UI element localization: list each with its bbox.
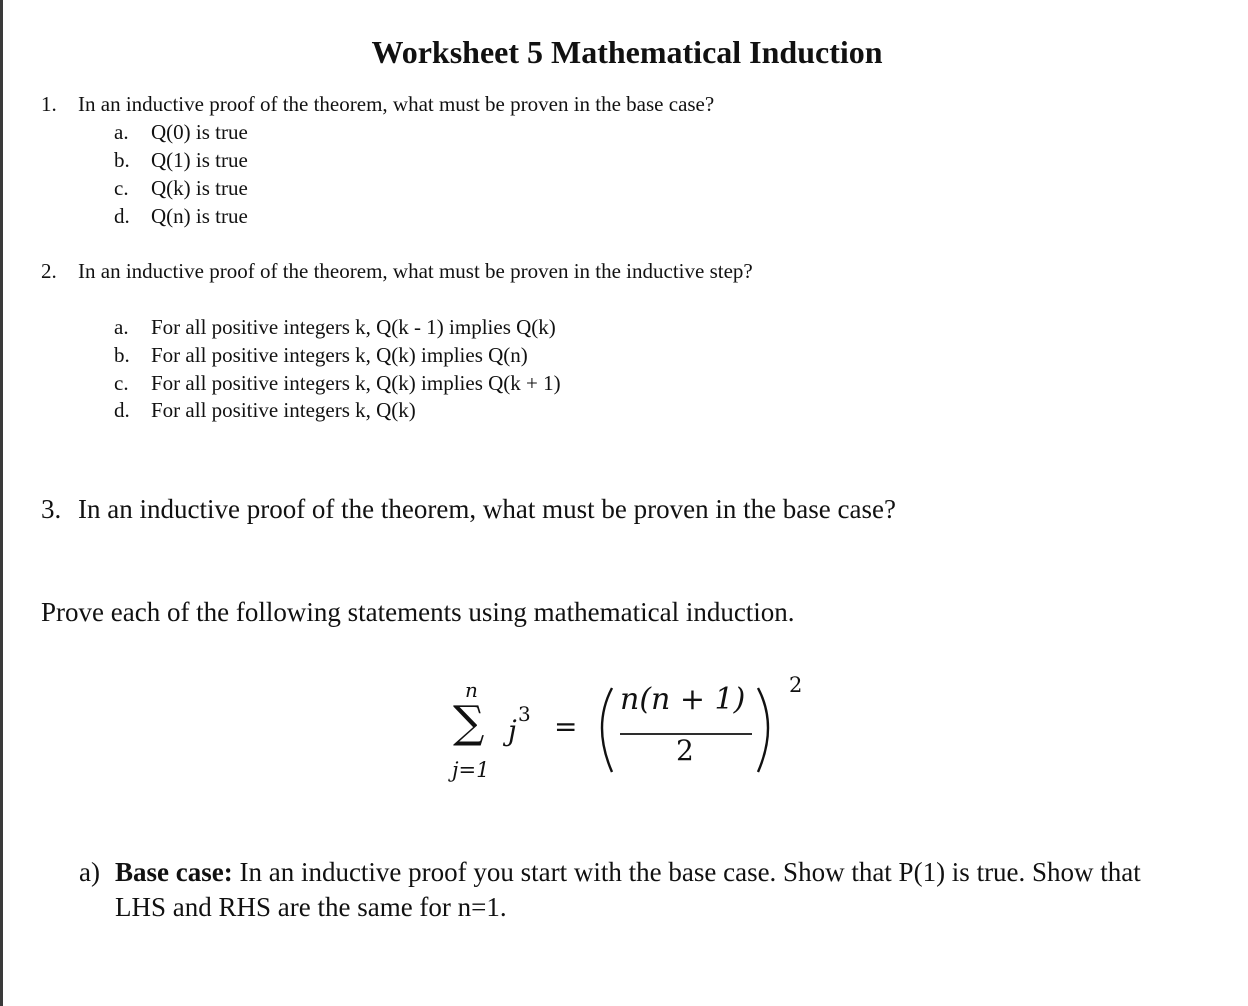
q1-option-b-text: Q(1) is true [151,148,248,172]
question-1-number: 1. [41,92,57,116]
q1-option-d-letter: d. [114,204,130,228]
right-paren [758,688,768,772]
page-title: Worksheet 5 Mathematical Induction [371,34,883,70]
part-a-block [79,855,1141,925]
left-paren [602,688,612,772]
term-exponent: 3 [518,702,531,726]
q1-option-a-letter: a. [114,120,129,144]
numerator-text: n(n + 1) [620,682,746,717]
part-a-bold-text: Base case: [115,857,233,887]
q2-option-b-text: For all positive integers k, Q(k) implies Q(n) [151,343,528,367]
fraction-numerator [620,682,745,717]
question-2-number: 2. [41,259,57,283]
part-a-line-2: LHS and RHS are the same for n=1. [115,892,507,922]
prove-instruction: Prove each of the following statements using mathematical induction. [41,597,795,627]
q2-option-c-text: For all positive integers k, Q(k) implies Q(k + 1) [151,371,561,395]
page-left-border [0,0,3,1006]
sum-upper-limit: n [465,678,478,702]
q2-option-a-letter: a. [114,315,129,339]
sum-lower-limit: j=1 [452,758,490,782]
sigma-symbol: ∑ [453,697,485,748]
q2-option-d-letter: d. [114,398,130,422]
fraction-denominator: 2 [676,734,694,767]
q1-option-b-letter: b. [114,148,130,172]
part-a-label: a) [79,857,100,887]
q2-option-d-text: For all positive integers k, Q(k) [151,398,416,422]
outer-exponent: 2 [789,673,803,697]
q1-option-c-text: Q(k) is true [151,176,248,200]
q2-option-a-text: For all positive integers k, Q(k - 1) implies Q(k) [151,315,556,339]
q2-option-c-letter: c. [114,371,129,395]
question-1-text: In an inductive proof of the theorem, what must be proven in the base case? [78,92,715,116]
q1-option-c-letter: c. [114,176,129,200]
question-3-text: In an inductive proof of the theorem, what must be proven in the base case? [78,494,896,524]
term-base: j [508,714,517,747]
equals-sign: = [554,710,578,743]
question-3-number: 3. [41,494,62,524]
q2-option-b-letter: b. [114,343,130,367]
q1-option-a-text: Q(0) is true [151,120,248,144]
q1-option-d-text: Q(n) is true [151,204,248,228]
question-2-text: In an inductive proof of the theorem, what must be proven in the inductive step? [78,259,753,283]
part-a-line-1 [79,855,1141,890]
part-a-line-1-text: In an inductive proof you start with the base case. Show that P(1) is true. Show that [232,857,1141,887]
